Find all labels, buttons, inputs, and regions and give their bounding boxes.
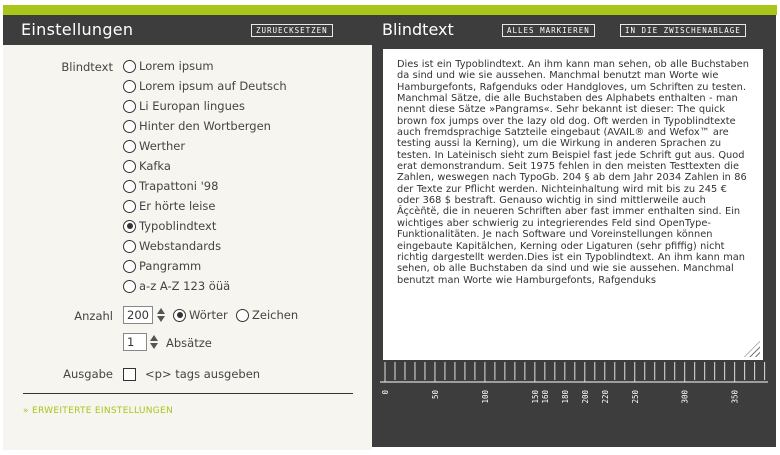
select-all-button[interactable]: ALLES MARKIEREN [502, 24, 595, 37]
settings-panel [3, 15, 372, 450]
p-tags-label: <p> tags ausgeben [145, 367, 261, 381]
radio-icon[interactable] [123, 120, 136, 133]
output-panel [372, 15, 776, 447]
extended-settings-link[interactable]: » ERWEITERTE EINSTELLUNGEN [23, 406, 174, 416]
ruler-label: 220 [600, 390, 610, 404]
blindtext-content[interactable]: Dies ist ein Typoblindtext. An ihm kann man sehen, ob alle Buchstaben da sind und wie sie aussehen. Manchmal benutzt man Worte wie Hamburgefonts, Rafgenduks oder Handgloves, um Schriften zu testen. Manchmal Sätze, die alle Buchstaben des Alphabets enthalten - man nennt diese Sätze »Pangrams«. Sehr bekannt ist dieser: The quick brown fox jumps over the lazy old dog. Oft werden in Typoblindtexte auch fremdsprachige Satzteile eingebaut (AVAIL® and Wefox™ are testing aussi la Kerning), um die Wirkung in anderen Sprachen zu testen. In Lateinisch sieht zum Beispiel fast jede Schrift gut aus. Quod erat demonstrandum. Seit 1975 fehlen in den meisten Testtexten die Zahlen, weswegen nach TypoGb. 204 § ab dem Jahr 2034 Zahlen in 86 der Texte zur Pflicht werden. Nichteinhaltung wird mit bis zu 245 € oder 368 $ bestraft. Genauso wichtig in sind mittlerweile auch Âçcèñtë, die in neueren Schriften aber fast immer enthalten sind. Ein wichtiges aber schwierig zu integrierendes Feld sind OpenType-Funktionalitäten. Je nach Software und Voreinstellungen können eingebaute Kapitälchen, Kerning oder Ligaturen (sehr pfiffig) nicht richtig dargestellt werden.Dies ist ein Typoblindtext. An ihm kann man sehen, ob alle Buchstaben da sind und wie sie aussehen. Manchmal benutzt man Worte wie Hamburgefonts, Rafgenduks [397, 59, 749, 286]
paragraphs-stepper[interactable] [150, 333, 158, 351]
ausgabe-label: Ausgabe [63, 367, 113, 381]
blindtext-option[interactable] [123, 57, 214, 75]
radio-icon[interactable] [123, 200, 136, 213]
ruler-graphic [372, 360, 776, 447]
ruler-label: 250 [630, 390, 640, 404]
blindtext-option-label: Werther [139, 139, 186, 153]
blindtext-option[interactable] [123, 177, 218, 195]
radio-icon[interactable] [123, 100, 136, 113]
anzahl-input[interactable]: 200 [123, 306, 153, 324]
accent-bar [3, 5, 777, 15]
blindtext-option[interactable] [123, 257, 201, 275]
blindtext-option-label: Hinter den Wortbergen [139, 119, 271, 133]
paragraphs-label: Absätze [166, 336, 212, 350]
blindtext-option-label: Lorem ipsum [139, 59, 214, 73]
reset-button[interactable]: ZURUECKSETZEN [251, 24, 333, 37]
anzahl-label: Anzahl [74, 309, 113, 323]
blindtext-textarea[interactable] [383, 49, 763, 360]
blindtext-option[interactable] [123, 197, 215, 215]
radio-icon[interactable] [123, 240, 136, 253]
unit-words-label: Wörter [189, 308, 228, 322]
resize-grip-icon[interactable] [744, 341, 760, 357]
divider [23, 393, 353, 394]
ruler-label: 200 [580, 390, 590, 404]
blindtext-option-label: a-z A-Z 123 öüä [139, 279, 231, 293]
ruler-label: 160 [540, 390, 550, 404]
ruler-label: 50 [430, 390, 440, 400]
anzahl-stepper[interactable] [157, 306, 165, 324]
radio-icon[interactable] [123, 60, 136, 73]
ruler-label: 300 [680, 390, 690, 404]
stepper-up-icon[interactable] [157, 308, 165, 314]
word-ruler [372, 360, 776, 447]
radio-icon[interactable] [123, 260, 136, 273]
output-title: Blindtext [382, 20, 454, 39]
unit-chars-label: Zeichen [252, 308, 299, 322]
settings-header [3, 15, 372, 45]
radio-icon[interactable] [123, 220, 136, 233]
ruler-label: 180 [560, 390, 570, 404]
blindtext-option[interactable] [123, 217, 216, 235]
blindtext-option[interactable] [123, 97, 245, 115]
blindtext-option-label: Er hörte leise [139, 199, 216, 213]
paragraphs-input[interactable]: 1 [123, 333, 147, 351]
blindtext-option[interactable] [123, 117, 271, 135]
radio-icon[interactable] [123, 140, 136, 153]
radio-icon[interactable] [123, 80, 136, 93]
ruler-label: 350 [730, 390, 740, 404]
blindtext-option[interactable] [123, 137, 185, 155]
stepper-down-icon[interactable] [157, 316, 165, 322]
p-tags-checkbox[interactable] [123, 368, 136, 381]
radio-icon[interactable] [123, 160, 136, 173]
blindtext-label: Blindtext [61, 60, 113, 74]
radio-icon[interactable] [236, 309, 249, 322]
blindtext-option[interactable] [123, 157, 171, 175]
unit-chars-option[interactable] [236, 306, 298, 324]
blindtext-option-label: Lorem ipsum auf Deutsch [139, 79, 287, 93]
blindtext-option-label: Li Europan lingues [139, 99, 245, 113]
ruler-label: 150 [530, 390, 540, 404]
blindtext-option-label: Kafka [139, 159, 171, 173]
stepper-up-icon[interactable] [150, 335, 158, 341]
blindtext-option-label: Typoblindtext [139, 219, 217, 233]
blindtext-option-label: Pangramm [139, 259, 202, 273]
blindtext-option[interactable] [123, 277, 230, 295]
blindtext-option-label: Trapattoni '98 [139, 179, 219, 193]
ruler-label: 100 [480, 390, 490, 404]
radio-icon[interactable] [123, 180, 136, 193]
ruler-label: 0 [381, 390, 390, 395]
radio-icon[interactable] [173, 309, 186, 322]
unit-words-option[interactable] [173, 306, 228, 324]
copy-to-clipboard-button[interactable]: IN DIE ZWISCHENABLAGE [620, 24, 746, 37]
blindtext-option-label: Webstandards [139, 239, 222, 253]
blindtext-option[interactable] [123, 77, 287, 95]
blindtext-option[interactable] [123, 237, 221, 255]
stepper-down-icon[interactable] [150, 343, 158, 349]
settings-title: Einstellungen [21, 20, 134, 39]
radio-icon[interactable] [123, 280, 136, 293]
